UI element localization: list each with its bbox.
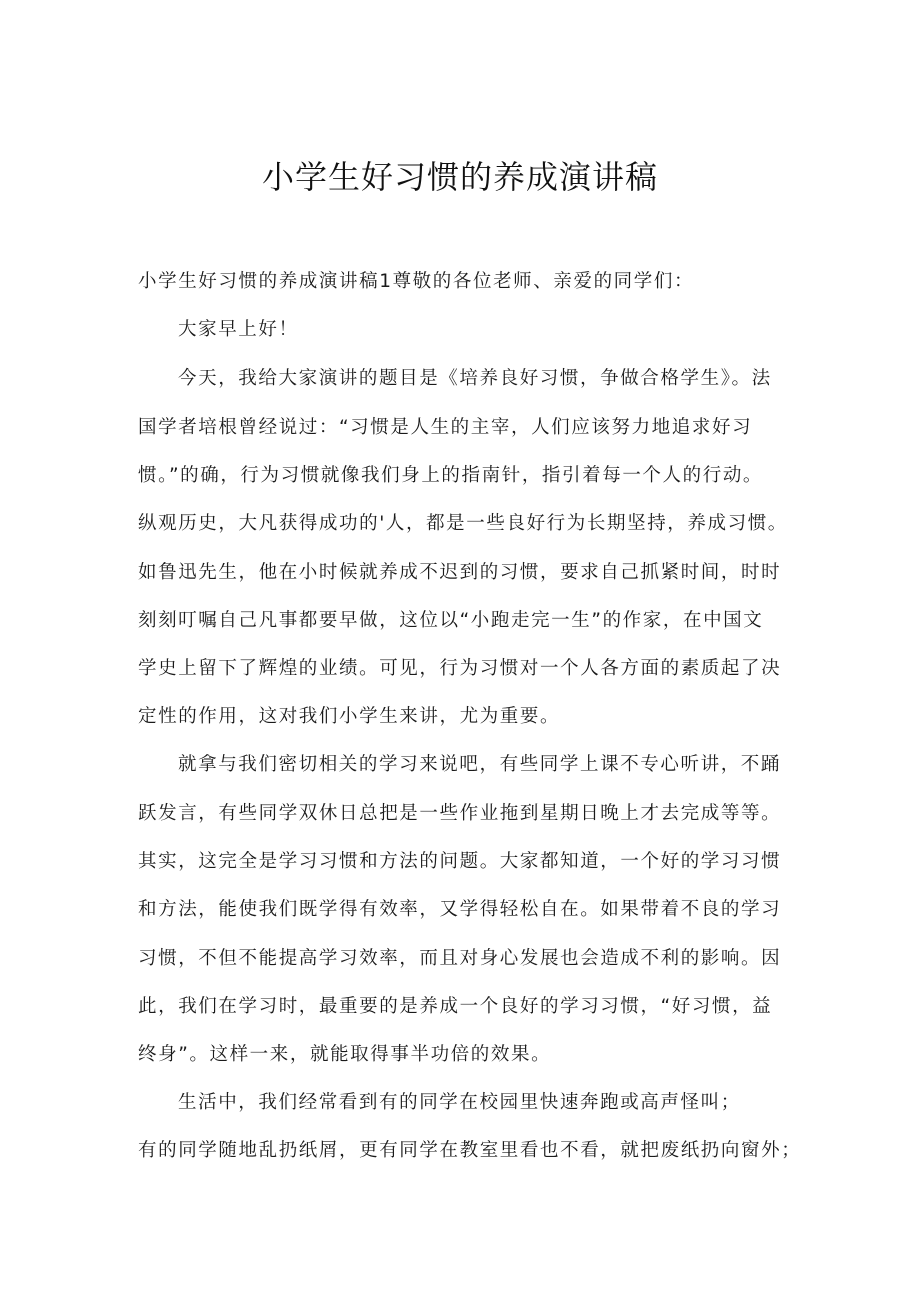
paragraph-line: 其实，这完全是学习习惯和方法的问题。大家都知道，一个好的学习习惯 bbox=[138, 851, 782, 872]
paragraph-line: 就拿与我们密切相关的学习来说吧，有些同学上课不专心听讲，不踊 bbox=[178, 754, 782, 775]
paragraph-line: 跃发言，有些同学双休日总把是一些作业拖到星期日晚上才去完成等等。 bbox=[138, 803, 782, 824]
paragraph-line: 学史上留下了辉煌的业绩。可见，行为习惯对一个人各方面的素质起了决 bbox=[138, 658, 782, 679]
paragraph-line: 今天，我给大家演讲的题目是《培养良好习惯，争做合格学生》。法 bbox=[178, 368, 772, 389]
paragraph-line: 终身”。这样一来，就能取得事半功倍的效果。 bbox=[138, 1044, 552, 1065]
paragraph-line: 刻刻叮嘱自己凡事都要早做，这位以“小跑走完一生”的作家，在中国文 bbox=[138, 610, 764, 631]
paragraph-line: 生活中，我们经常看到有的同学在校园里快速奔跑或高声怪叫； bbox=[178, 1092, 741, 1113]
paragraph-line: 习惯，不但不能提高学习效率，而且对身心发展也会造成不利的影响。因 bbox=[138, 948, 782, 969]
paragraph-line: 定性的作用，这对我们小学生来讲，尤为重要。 bbox=[138, 706, 561, 727]
paragraph-line: 纵观历史，大凡获得成功的'人，都是一些良好行为长期坚持，养成习惯。 bbox=[138, 513, 788, 534]
paragraph-line: 有的同学随地乱扔纸屑，更有同学在教室里看也不看，就把废纸扔向窗外； bbox=[138, 1140, 802, 1161]
document-title: 小学生好习惯的养成演讲稿 bbox=[261, 158, 658, 196]
paragraph-line: 此，我们在学习时，最重要的是养成一个良好的学习习惯，“好习惯，益 bbox=[138, 996, 773, 1017]
paragraph-line: 如鲁迅先生，他在小时候就养成不迟到的习惯，要求自己抓紧时间，时时 bbox=[138, 562, 782, 583]
paragraph-line: 国学者培根曾经说过：“习惯是人生的主宰，人们应该努力地追求好习 bbox=[138, 417, 753, 438]
paragraph-line: 惯。”的确，行为习惯就像我们身上的指南针，指引着每一个人的行动。 bbox=[138, 465, 764, 486]
paragraph-line: 大家早上好！ bbox=[178, 319, 299, 340]
paragraph-line: 和方法，能使我们既学得有效率，又学得轻松自在。如果带着不良的学习 bbox=[138, 899, 782, 920]
paragraph-line: 小学生好习惯的养成演讲稿1尊敬的各位老师、亲爱的同学们： bbox=[138, 271, 695, 292]
